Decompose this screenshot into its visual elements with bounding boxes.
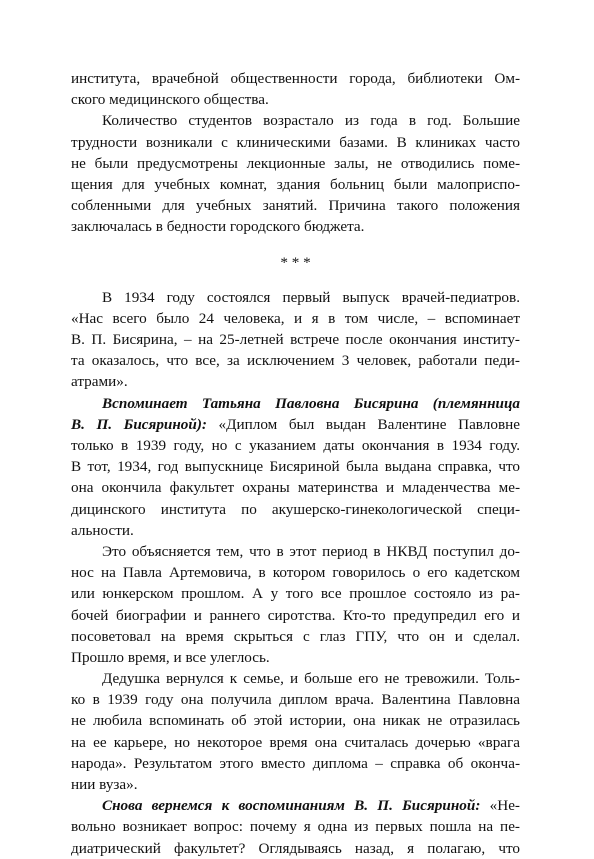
section-gap <box>71 238 520 252</box>
text-segment: посоветовал на время скрыться с глаз ГПУ, что он и сделал. <box>71 627 520 645</box>
text-line <box>71 499 520 520</box>
emphasis-text: Вспоминает Татьяна Павловна Бисярина (племянница <box>102 394 520 412</box>
text-segment: нии вуза». <box>71 776 138 793</box>
text-line <box>71 153 520 174</box>
text-line <box>71 350 520 371</box>
text-segment: собленными для учебных занятий. Причина такого положения <box>71 197 520 215</box>
text-segment: * * * <box>280 253 311 271</box>
text-line <box>71 216 520 237</box>
text-line <box>71 132 520 153</box>
text-line <box>71 689 520 710</box>
text-line <box>71 195 520 216</box>
text-line <box>71 816 520 837</box>
emphasis-text: Снова вернемся к воспоминаниям В. П. Бисяриной: <box>102 797 481 815</box>
text-line <box>71 174 520 195</box>
text-line <box>71 89 520 110</box>
text-segment: Количество студентов возрастало из года в год. Большие <box>102 112 520 130</box>
text-line <box>71 414 520 435</box>
text-segment: народа». Результатом этого вместо диплома – справка об оконча- <box>71 754 520 772</box>
body-text <box>71 68 520 859</box>
text-line <box>71 668 520 689</box>
text-line <box>71 520 520 541</box>
text-segment: на ее карьере, но некоторое время она считалась дочерью «врага <box>71 733 520 751</box>
text-line <box>71 435 520 456</box>
text-line <box>71 456 520 477</box>
text-segment: нос на Павла Артемовича, в котором говорилось о его кадетском <box>71 564 520 582</box>
section-separator <box>71 252 520 273</box>
text-segment: атрами». <box>71 373 128 391</box>
text-segment: «Не- <box>480 797 520 815</box>
text-segment: трудности возникали с клиническими базами. В клиниках часто <box>71 133 520 151</box>
text-line <box>71 541 520 562</box>
text-line <box>71 562 520 583</box>
text-line <box>71 710 520 731</box>
text-segment: «Нас всего было 24 человека, и я в том числе, – вспоминает <box>71 309 520 327</box>
text-line <box>71 626 520 647</box>
text-segment: или юнкерском прошлом. А у того все прошлое состояло из ра- <box>71 585 520 603</box>
text-line <box>71 753 520 774</box>
text-segment: та оказалось, что все, за исключением 3 человек, работали педи- <box>71 352 520 370</box>
text-line <box>71 477 520 498</box>
text-line <box>71 287 520 308</box>
text-line <box>71 329 520 350</box>
text-segment: института, врачебной общественности города, библиотеки Ом- <box>71 70 520 87</box>
text-line <box>71 795 520 816</box>
text-line <box>71 647 520 668</box>
text-segment: В. П. Бисярина, – на 25-летней встрече после окончания институ- <box>71 331 520 349</box>
text-segment: бочей биографии и раннего сиротства. Кто-то предупредил его и <box>71 606 520 624</box>
text-segment: Это объясняется тем, что в этот период в НКВД поступил до- <box>102 542 520 560</box>
text-line <box>71 774 520 795</box>
text-line <box>71 371 520 392</box>
text-segment: заключалась в бедности городского бюджета. <box>71 218 365 236</box>
text-segment: она окончила факультет охраны материнства и младенчества ме- <box>71 479 520 497</box>
text-segment: дицинского института по акушерско-гинекологической специ- <box>71 500 520 518</box>
text-segment: не были предусмотрены лекционные залы, не отводились поме- <box>71 154 520 172</box>
text-segment: альности. <box>71 521 134 539</box>
text-segment: щения для учебных комнат, здания больниц были малоприспо- <box>71 175 520 193</box>
text-line <box>71 393 520 414</box>
text-segment: только в 1939 году, но с указанием даты окончания в 1934 году. <box>71 437 520 454</box>
text-line <box>71 110 520 131</box>
text-line <box>71 308 520 329</box>
text-line <box>71 583 520 604</box>
text-line <box>71 68 520 89</box>
text-segment: ко в 1939 году она получила диплом врача. Валентина Павловна <box>71 691 520 709</box>
text-line <box>71 605 520 626</box>
text-segment: В тот, 1934, год выпускнице Бисяриной была выдана справка, что <box>71 458 520 476</box>
text-segment: Дедушка вернулся к семье, и больше его не тревожили. Толь- <box>102 670 520 688</box>
text-segment: вольно возникает вопрос: почему я одна из первых пошла на пе- <box>71 818 520 836</box>
text-segment: В 1934 году состоялся первый выпуск врачей-педиатров. <box>102 288 520 306</box>
text-segment: ского медицинского общества. <box>71 91 269 109</box>
text-segment: диатрический факультет? Оглядываясь назад, я полагаю, что <box>71 839 520 857</box>
text-segment: Прошло время, и все улеглось. <box>71 648 270 666</box>
section-gap <box>71 273 520 287</box>
text-segment: «Диплом был выдан Валентине Павловне <box>206 415 520 433</box>
text-line <box>71 732 520 753</box>
emphasis-text: В. П. Бисяриной): <box>71 415 207 433</box>
text-segment: не любила вспоминать об этой истории, она никак не отразилась <box>71 712 520 730</box>
